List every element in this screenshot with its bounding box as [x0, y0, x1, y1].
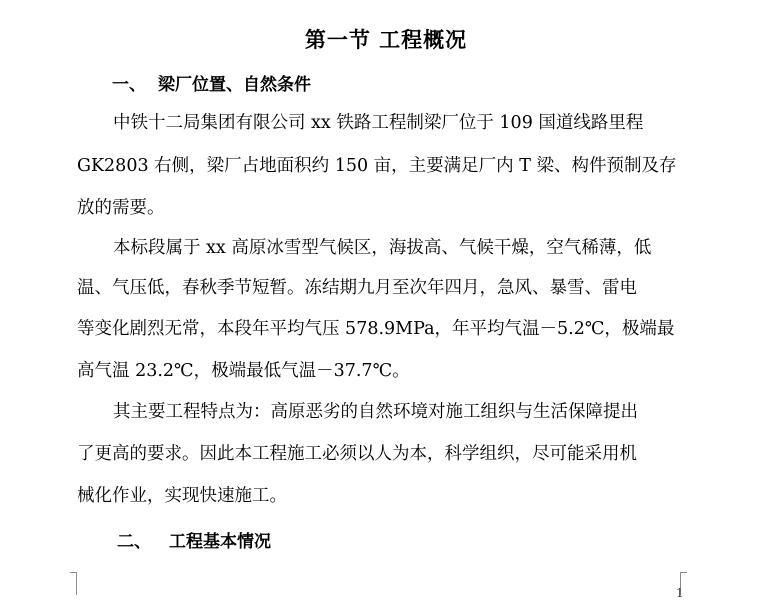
paragraph-line: 放的需要。 [77, 198, 165, 218]
page-title: 第一节 工程概况 [304, 27, 468, 52]
paragraph-line: 了更高的要求。因此本工程施工必须以人为本，科学组织，尽可能采用机 [77, 444, 637, 464]
section-heading-2 [117, 527, 271, 552]
paragraph-line: 等变化剧烈无常，本段年平均气压 578.9MPa，年平均气温－5.2℃，极端最 [77, 319, 675, 339]
section-number: 二、 [117, 532, 151, 552]
paragraph-line: 械化作业，实现快速施工。 [77, 486, 287, 506]
paragraph-line: 本标段属于 xx 高原冰雪型气候区，海拔高、气候干燥，空气稀薄，低 [113, 238, 652, 258]
section-number: 一、 [112, 75, 146, 95]
page-number: 1 [676, 586, 684, 600]
paragraph-line: 其主要工程特点为：高原恶劣的自然环境对施工组织与生活保障提出 [113, 402, 638, 422]
paragraph-line: 中铁十二局集团有限公司 xx 铁路工程制梁厂位于 109 国道线路里程 [113, 113, 644, 133]
paragraph-line: GK2803 右侧，梁厂占地面积约 150 亩，主要满足厂内 T 梁、构件预制及存 [77, 156, 677, 176]
paragraph-line: 温、气压低，春秋季节短暂。冻结期九月至次年四月，急风、暴雪、雷电 [77, 278, 637, 298]
paragraph-line: 高气温 23.2℃，极端最低气温－37.7℃。 [77, 361, 410, 381]
section-heading-1 [112, 70, 311, 95]
margin-corner-mark [70, 572, 77, 595]
section-title: 工程基本情况 [169, 532, 271, 552]
section-title: 梁厂位置、自然条件 [158, 75, 311, 95]
